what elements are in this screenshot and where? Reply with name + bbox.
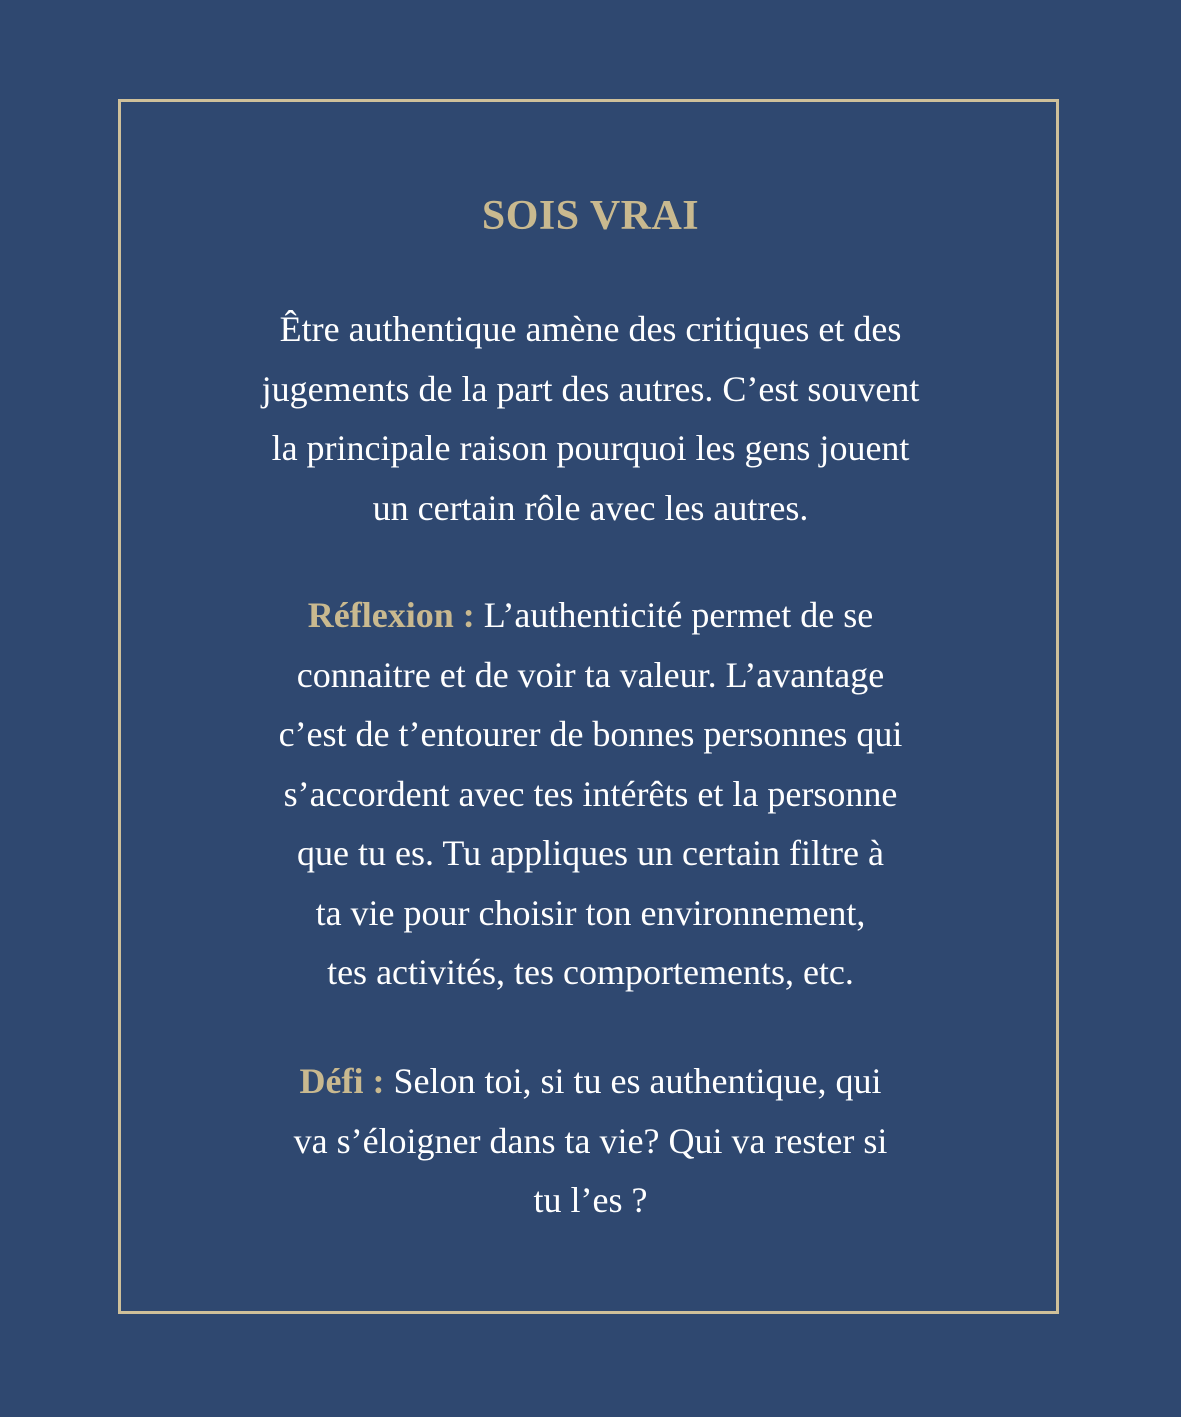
- reflexion-line: s’accordent avec tes intérêts et la personne: [283, 773, 898, 814]
- reflexion-line: L’authenticité permet de se: [474, 595, 874, 635]
- defi-label: Défi :: [299, 1061, 385, 1101]
- reflexion-first-line: [190, 586, 991, 646]
- intro-line: Être authentique amène des critiques et des: [279, 309, 902, 349]
- defi-line: tu l’es ?: [533, 1180, 648, 1220]
- defi-paragraph: [190, 1052, 991, 1231]
- reflexion-line: tes activités, tes comportements, etc.: [327, 952, 854, 992]
- defi-line: Selon toi, si tu es authentique, qui: [384, 1061, 882, 1101]
- reflexion-line: connaitre et de voir ta valeur. L’avantage: [296, 654, 885, 695]
- intro-line: jugements de la part des autres. C’est souvent: [261, 368, 920, 409]
- reflexion-line: c’est de t’entourer de bonnes personnes qui: [278, 714, 903, 754]
- intro-line: un certain rôle avec les autres.: [372, 487, 809, 528]
- reflexion-line: que tu es. Tu appliques un certain filtre à: [297, 833, 884, 873]
- defi-first-line: [190, 1052, 991, 1112]
- reflexion-label: Réflexion :: [307, 595, 475, 635]
- reflexion-line: ta vie pour choisir ton environnement,: [315, 892, 866, 933]
- intro-line: la principale raison pourquoi les gens jouent: [271, 428, 910, 468]
- intro-paragraph: [190, 300, 991, 538]
- reflexion-paragraph: [190, 586, 991, 1003]
- defi-line: va s’éloigner dans ta vie? Qui va rester si: [293, 1120, 888, 1161]
- card-title: SOIS VRAI: [481, 193, 700, 239]
